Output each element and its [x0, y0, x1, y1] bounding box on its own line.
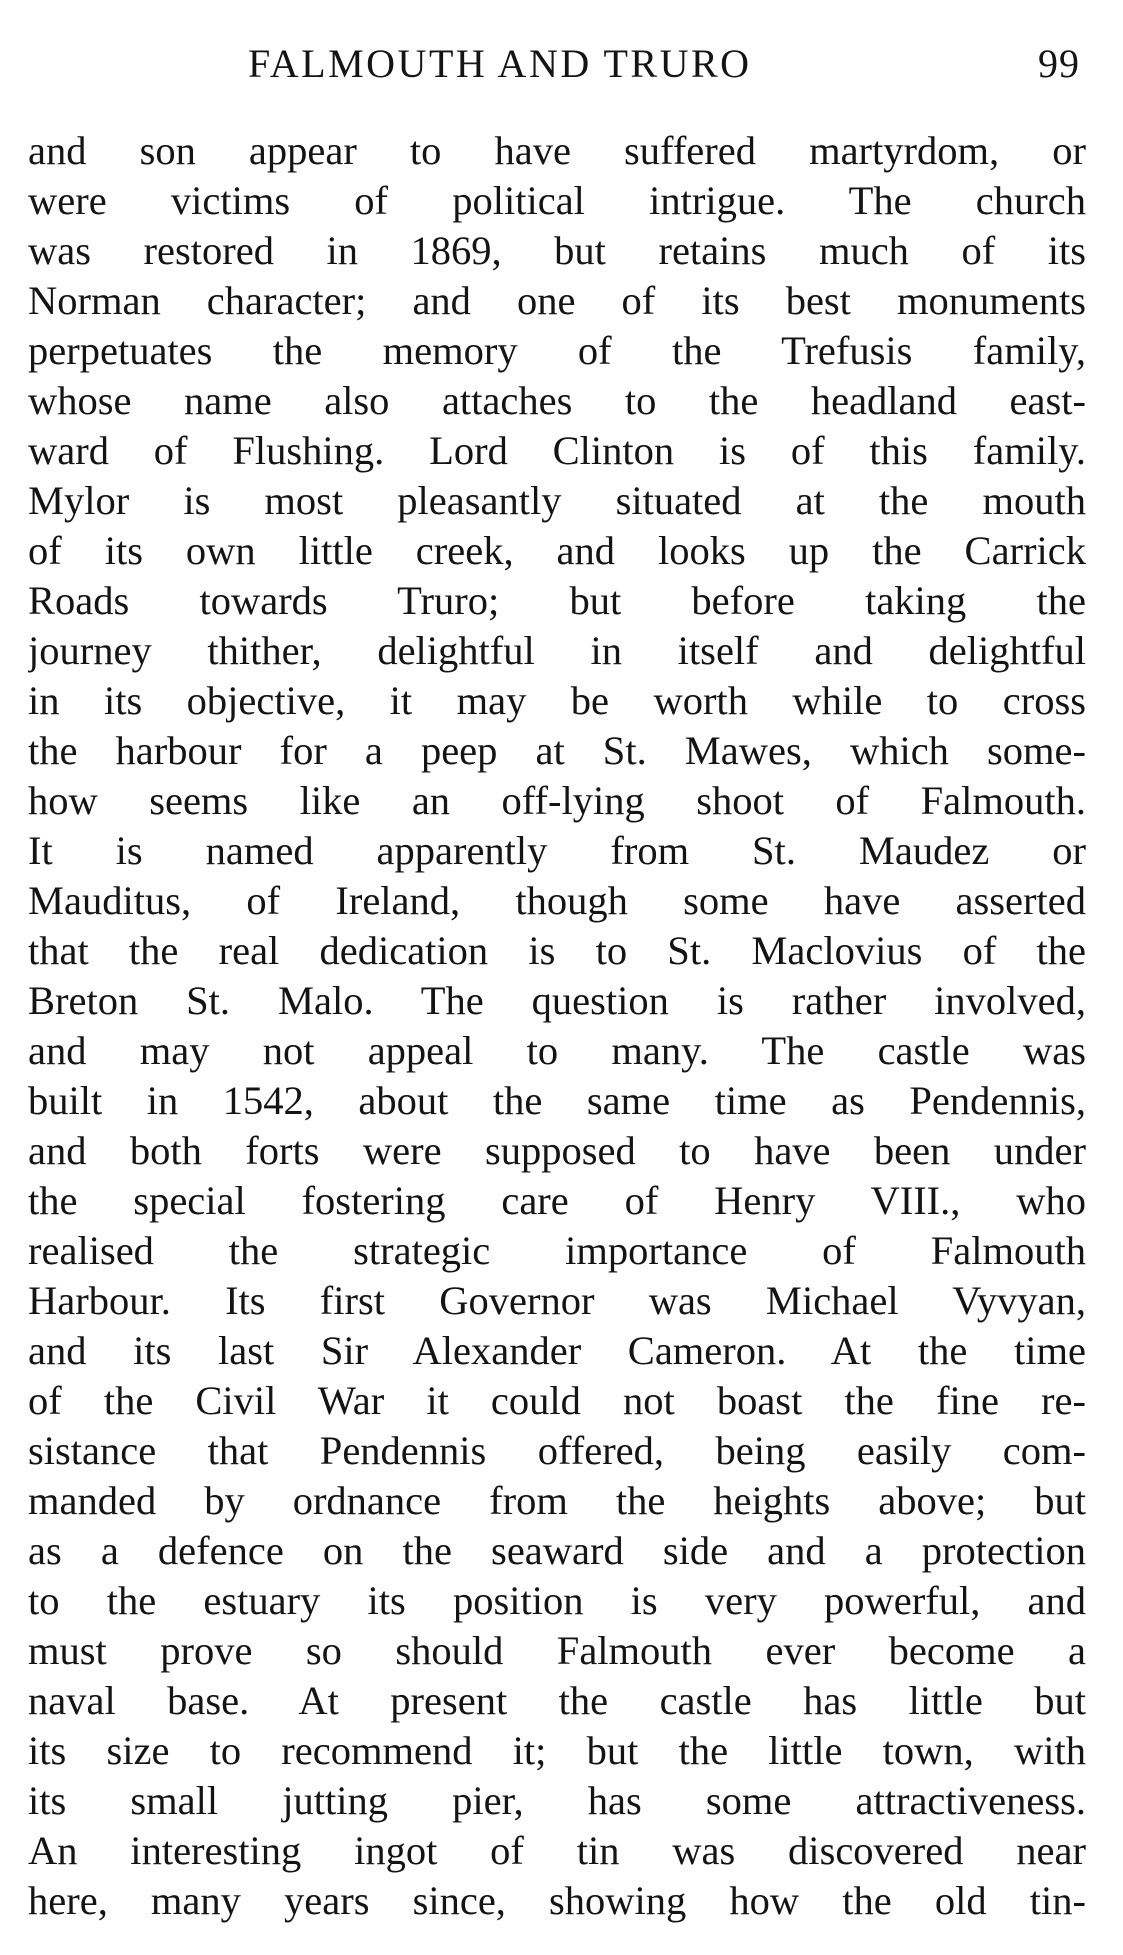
text-line: and may not appeal to many. The castle was — [28, 1028, 1086, 1073]
text-line: Mylor is most pleasantly situated at the mouth — [28, 478, 1086, 523]
text-line: built in 1542, about the same time as Pendennis, — [28, 1078, 1086, 1123]
body-paragraph — [28, 126, 1086, 1926]
page-header — [30, 34, 1080, 94]
text-line: It is named apparently from St. Maudez or — [28, 828, 1086, 873]
text-line: as a defence on the seaward side and a protection — [28, 1528, 1086, 1573]
text-line: were victims of political intrigue. The church — [28, 178, 1086, 223]
text-line: An interesting ingot of tin was discovered near — [28, 1828, 1086, 1873]
text-line: realised the strategic importance of Falmouth — [28, 1228, 1086, 1273]
text-line: and its last Sir Alexander Cameron. At the time — [28, 1328, 1086, 1373]
text-line: how seems like an off-lying shoot of Falmouth. — [28, 778, 1086, 823]
text-line: in its objective, it may be worth while to cross — [28, 678, 1086, 723]
text-line: to the estuary its position is very powerful, and — [28, 1578, 1086, 1623]
text-line: journey thither, delightful in itself and delightful — [28, 628, 1086, 673]
text-line: its small jutting pier, has some attractiveness. — [28, 1778, 1086, 1823]
text-line: of its own little creek, and looks up the Carrick — [28, 528, 1086, 573]
text-line: Harbour. Its first Governor was Michael Vyvyan, — [28, 1278, 1086, 1323]
text-line: Breton St. Malo. The question is rather involved, — [28, 978, 1086, 1023]
text-line: Norman character; and one of its best monuments — [28, 278, 1086, 323]
text-line: perpetuates the memory of the Trefusis family, — [28, 328, 1086, 373]
text-line: must prove so should Falmouth ever become a — [28, 1628, 1086, 1673]
text-line: was restored in 1869, but retains much of its — [28, 228, 1086, 273]
text-line: sistance that Pendennis offered, being easily com- — [28, 1428, 1086, 1473]
text-line: ward of Flushing. Lord Clinton is of this family. — [28, 428, 1086, 473]
text-line: manded by ordnance from the heights above; but — [28, 1478, 1086, 1523]
text-line: the harbour for a peep at St. Mawes, which some- — [28, 728, 1086, 773]
text-line: the special fostering care of Henry VIII., who — [28, 1178, 1086, 1223]
text-line: Roads towards Truro; but before taking the — [28, 578, 1086, 623]
text-line: here, many years since, showing how the old tin- — [28, 1878, 1086, 1923]
text-line: naval base. At present the castle has little but — [28, 1678, 1086, 1723]
text-line: and both forts were supposed to have been under — [28, 1128, 1086, 1173]
text-line: of the Civil War it could not boast the fine re- — [28, 1378, 1086, 1423]
text-line: Mauditus, of Ireland, though some have asserted — [28, 878, 1086, 923]
text-line: its size to recommend it; but the little town, with — [28, 1728, 1086, 1773]
text-line: whose name also attaches to the headland east- — [28, 378, 1086, 423]
text-line: that the real dedication is to St. Maclovius of the — [28, 928, 1086, 973]
page-number: 99 — [1038, 41, 1080, 86]
text-line: and son appear to have suffered martyrdom, or — [28, 128, 1086, 173]
running-title: FALMOUTH AND TRURO — [248, 41, 752, 86]
